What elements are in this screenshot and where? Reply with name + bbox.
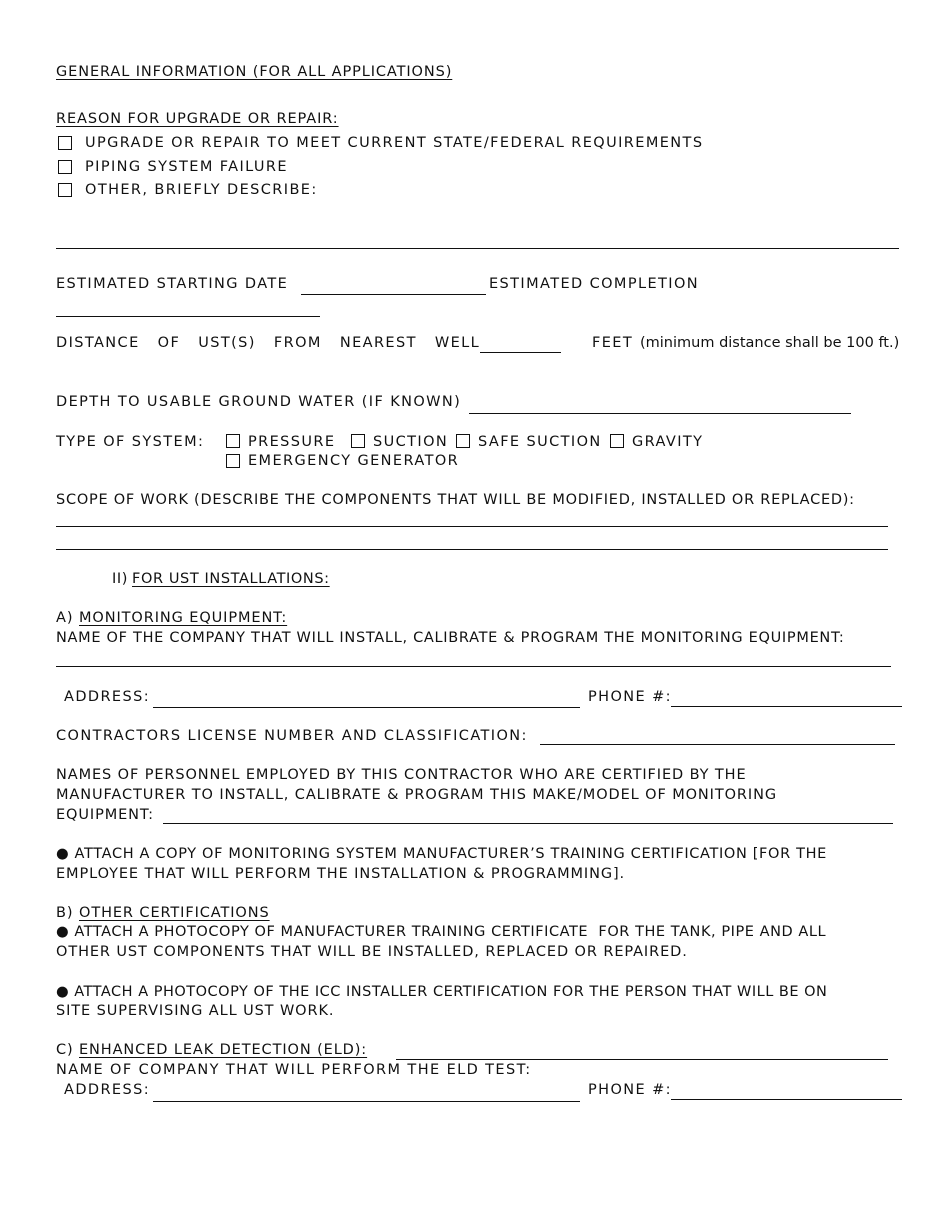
system-option-gravity: GRAVITY [632,434,704,450]
monitoring-title: MONITORING EQUIPMENT: [79,610,288,626]
other-description-field[interactable] [56,248,899,249]
reason-option-piping-label: PIPING SYSTEM FAILURE [85,159,288,175]
other-cert-title: OTHER CERTIFICATIONS [79,905,270,921]
reason-checkbox-upgrade[interactable] [58,136,72,150]
system-checkbox-pressure[interactable] [226,434,240,448]
section-2-number: II) [112,571,129,587]
eld-phone-field[interactable] [671,1099,902,1100]
license-field[interactable] [540,744,895,745]
other-cert-item-2-line-1: ● ATTACH A PHOTOCOPY OF THE ICC INSTALLER CERTIFICATION FOR THE PERSON THAT WILL BE ON [56,984,828,1000]
distance-field[interactable] [480,352,561,353]
distance-unit: FEET [592,335,634,351]
personnel-label-line-3: EQUIPMENT: [56,807,154,823]
system-type-label: TYPE OF SYSTEM: [56,434,205,450]
completion-date-label: ESTIMATED COMPLETION [489,276,700,292]
monitoring-company-field[interactable] [56,666,891,667]
reason-checkbox-piping[interactable] [58,160,72,174]
license-label: CONTRACTORS LICENSE NUMBER AND CLASSIFICATION: [56,728,528,744]
distance-label: DISTANCE OF UST(S) FROM NEAREST WELL [56,335,481,351]
personnel-label-line-2: MANUFACTURER TO INSTALL, CALIBRATE & PROGRAM THIS MAKE/MODEL OF MONITORING [56,787,777,803]
scope-field-line-1[interactable] [56,526,888,527]
section-2-title: FOR UST INSTALLATIONS: [132,571,330,587]
system-option-safe-suction: SAFE SUCTION [478,434,602,450]
groundwater-field[interactable] [469,413,851,414]
monitoring-company-label: NAME OF THE COMPANY THAT WILL INSTALL, CALIBRATE & PROGRAM THE MONITORING EQUIPMENT: [56,630,845,646]
personnel-field[interactable] [163,823,893,824]
system-checkbox-emergency-generator[interactable] [226,454,240,468]
monitoring-address-label: ADDRESS: [64,689,150,705]
other-cert-letter: B) [56,905,74,921]
monitoring-attach-line-1: ● ATTACH A COPY OF MONITORING SYSTEM MANUFACTURER’S TRAINING CERTIFICATION [FOR THE [56,846,827,862]
eld-company-label: NAME OF COMPANY THAT WILL PERFORM THE ELD TEST: [56,1062,532,1078]
reason-checkbox-other[interactable] [58,183,72,197]
personnel-label-line-1: NAMES OF PERSONNEL EMPLOYED BY THIS CONTRACTOR WHO ARE CERTIFIED BY THE [56,767,747,783]
eld-phone-label: PHONE #: [588,1082,672,1098]
reason-option-other-label: OTHER, BRIEFLY DESCRIBE: [85,182,318,198]
eld-address-field[interactable] [153,1101,580,1102]
groundwater-label: DEPTH TO USABLE GROUND WATER (IF KNOWN) [56,394,462,410]
monitoring-attach-line-2: EMPLOYEE THAT WILL PERFORM THE INSTALLATION & PROGRAMMING]. [56,866,626,882]
other-cert-item-1-line-1: ● ATTACH A PHOTOCOPY OF MANUFACTURER TRAINING CERTIFICATE FOR THE TANK, PIPE AND ALL [56,924,827,940]
monitoring-address-field[interactable] [153,707,580,708]
system-option-emergency-generator: EMERGENCY GENERATOR [248,453,460,469]
monitoring-letter: A) [56,610,74,626]
system-option-pressure: PRESSURE [248,434,336,450]
scope-field-line-2[interactable] [56,549,888,550]
start-date-label: ESTIMATED STARTING DATE [56,276,289,292]
eld-address-label: ADDRESS: [64,1082,150,1098]
eld-title: ENHANCED LEAK DETECTION (ELD): [79,1042,368,1058]
reason-heading: REASON FOR UPGRADE OR REPAIR: [56,111,339,127]
system-checkbox-gravity[interactable] [610,434,624,448]
monitoring-phone-label: PHONE #: [588,689,672,705]
other-cert-item-2-line-2: SITE SUPERVISING ALL UST WORK. [56,1003,335,1019]
system-option-suction: SUCTION [373,434,449,450]
distance-note: (minimum distance shall be 100 ft.) [640,335,900,351]
monitoring-phone-field[interactable] [671,706,902,707]
system-checkbox-suction[interactable] [351,434,365,448]
other-cert-item-1-line-2: OTHER UST COMPONENTS THAT WILL BE INSTALLED, REPLACED OR REPAIRED. [56,944,688,960]
start-date-field[interactable] [301,294,486,295]
page-title: GENERAL INFORMATION (FOR ALL APPLICATIONS) [56,64,453,80]
eld-letter: C) [56,1042,74,1058]
system-checkbox-safe-suction[interactable] [456,434,470,448]
reason-option-upgrade-label: UPGRADE OR REPAIR TO MEET CURRENT STATE/FEDERAL REQUIREMENTS [85,135,704,151]
scope-label: SCOPE OF WORK (DESCRIBE THE COMPONENTS THAT WILL BE MODIFIED, INSTALLED OR REPLACED): [56,492,855,508]
eld-title-field[interactable] [396,1059,888,1060]
completion-date-field[interactable] [56,316,320,317]
